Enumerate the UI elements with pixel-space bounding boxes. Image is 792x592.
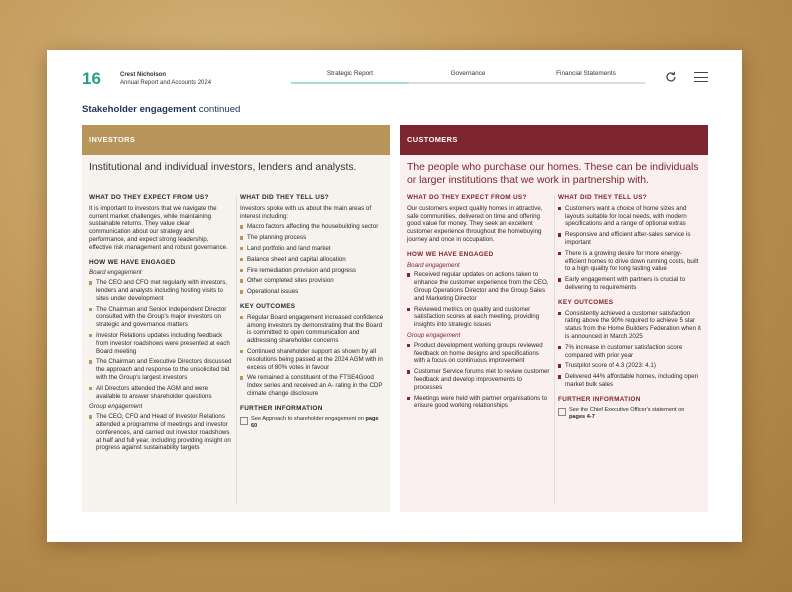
company-name: Crest Nicholson: [120, 72, 167, 78]
list-item: The Chairman and Executive Directors discussed the approach and response to the unsolicited bid with the Group's largest investors: [89, 358, 232, 381]
list-item: Regular Board engagement increased confidence among investors by demonstrating that the Board is committed to open communication and addressing shareholder concerns: [240, 314, 384, 345]
list-item: Reviewed metrics on quality and customer satisfaction scores at each meeting, providing insights into strategic issues: [407, 306, 550, 329]
column-divider: [554, 195, 555, 505]
list-item: Operational issues: [240, 288, 384, 296]
further-info-link[interactable]: See Approach to shareholder engagement on page 60: [240, 416, 384, 430]
heading-further: FURTHER INFORMATION: [558, 395, 641, 403]
document-icon: [558, 408, 566, 416]
heading-expect: WHAT DO THEY EXPECT FROM US?: [89, 194, 209, 201]
list-item: Land portfolio and land market: [240, 245, 384, 253]
list-item: The CEO and CFO met regularly with investors, lenders and analysts including hosting visits to sites under development: [89, 279, 232, 302]
tell-list: [240, 223, 384, 296]
list-item: Meetings were held with partner organisations to ensure good working relationships: [407, 395, 550, 411]
list-item: Delivered 44% affordable homes, including open market bulk sales: [558, 373, 702, 389]
list-item: 7% increase in customer satisfaction score compared with prior year: [558, 344, 702, 360]
list-item: All Directors attended the AGM and were available to answer shareholder questions: [89, 385, 232, 401]
page-number: 16: [82, 69, 101, 88]
list-item: Early engagement with partners is crucial to delivering to requirements: [558, 276, 702, 292]
group-list: [407, 342, 550, 410]
heading-tell: WHAT DID THEY TELL US?: [240, 194, 329, 201]
investors-col-left: [89, 194, 232, 455]
nav-financial-statements[interactable]: Financial Statements: [527, 70, 645, 84]
expect-text: It is important to investors that we navigate the current market challenges, while maintaining sustainable returns. They value clear communication about our strategy and performance, and expect strong leadership, effective risk management and robust governance.: [89, 204, 228, 251]
heading-engaged: HOW WE HAVE ENGAGED: [407, 250, 494, 258]
list-item: Product development working groups reviewed feedback on home designs and specifications with a focus on continuous improvement: [407, 342, 550, 365]
outcomes-list: [240, 314, 384, 398]
list-item: Investor Relations updates including feedback from investor roadshows were presented at each Board meeting: [89, 332, 232, 355]
company-block: [120, 71, 211, 87]
list-item: Fire remediation provision and progress: [240, 267, 384, 275]
board-list: [89, 279, 232, 400]
page-header: [47, 50, 742, 90]
list-item: Trustpilot score of 4.3 (2023: 4.1): [558, 362, 702, 370]
customers-col-left: [407, 194, 550, 413]
board-engagement-label: Board engagement: [89, 269, 142, 277]
board-list: [407, 271, 550, 329]
section-title: Stakeholder engagement continued: [82, 104, 241, 115]
heading-tell: WHAT DID THEY TELL US?: [558, 194, 647, 201]
nav-strategic-report[interactable]: Strategic Report: [291, 70, 409, 84]
heading-further: FURTHER INFORMATION: [240, 404, 323, 412]
investors-col-right: [240, 194, 384, 430]
heading-expect: WHAT DO THEY EXPECT FROM US?: [407, 194, 527, 201]
heading-outcomes: KEY OUTCOMES: [240, 302, 296, 310]
heading-outcomes: KEY OUTCOMES: [558, 298, 614, 306]
list-item: Responsive and efficient after-sales service is important: [558, 231, 702, 247]
list-item: The Chairman and Senior Independent Director consulted with the Group's major investors on strategic and governance matters: [89, 306, 232, 329]
menu-icon[interactable]: [694, 72, 708, 83]
heading-engaged: HOW WE HAVE ENGAGED: [89, 258, 176, 266]
investors-lead: Institutional and individual investors, lenders and analysts.: [89, 162, 357, 173]
group-list: [89, 413, 232, 452]
customers-col-right: [558, 194, 702, 421]
tell-list: [558, 205, 702, 292]
column-divider: [236, 195, 237, 505]
refresh-icon[interactable]: [664, 70, 678, 84]
list-item: Balance sheet and capital allocation: [240, 256, 384, 264]
tell-text: Investors spoke with us about the main areas of interest including:: [240, 204, 372, 220]
board-engagement-label: Board engagement: [407, 261, 460, 269]
expect-text: Our customers expect quality homes in attractive, safe communities, delivered on time and offering good value for money. They seek an excellent customer experience throughout the homebuying journey and once in occupation.: [407, 204, 543, 243]
list-item: Other completed sites provision: [240, 277, 384, 285]
list-item: The CEO, CFO and Head of Investor Relations attended a programme of meetings and investor conferences, and carried out investor roadshows at half and full year, including providing insight on progress against sustainability targets: [89, 413, 232, 452]
outcomes-list: [558, 310, 702, 389]
further-info-link[interactable]: See the Chief Executive Officer's statement on pages 4-7: [558, 407, 702, 421]
nav-governance[interactable]: Governance: [409, 70, 527, 84]
list-item: Received regular updates on actions taken to enhance the customer experience from the CEO, Group Operations Director and the Group Sales and Marketing Director: [407, 271, 550, 302]
report-page: [47, 50, 742, 542]
customers-heading: CUSTOMERS: [400, 125, 708, 155]
list-item: Consistently achieved a customer satisfaction rating above the 90% required to achieve 5 star status from the Home Builders Federation when it is announced in March 2025: [558, 310, 702, 341]
list-item: We remained a constituent of the FTSE4Good Index series and received an A- rating in the CDP climate change disclosure: [240, 374, 384, 397]
list-item: The planning process: [240, 234, 384, 242]
customers-panel: [400, 125, 708, 512]
list-item: Macro factors affecting the housebuilding sector: [240, 223, 384, 231]
document-icon: [240, 417, 248, 425]
list-item: Continued shareholder support as shown by all resolutions being passed at the 2024 AGM with in excess of 80% votes in favour: [240, 348, 384, 371]
investors-panel: [82, 125, 390, 512]
list-item: Customers want a choice of home sizes and layouts suitable for local needs, with modern specifications and a range of optional extras: [558, 205, 702, 228]
investors-heading: INVESTORS: [82, 125, 390, 155]
list-item: Customer Service forums met to review customer feedback and develop improvements to processes: [407, 368, 550, 391]
customers-lead: The people who purchase our homes. These can be individuals or larger institutions that we work in partnership with.: [407, 162, 699, 186]
report-name: Annual Report and Accounts 2024: [120, 80, 212, 86]
group-engagement-label: Group engagement: [89, 403, 143, 411]
group-engagement-label: Group engagement: [407, 331, 461, 339]
list-item: There is a growing desire for more energy-efficient homes to drive down running costs, built to a high quality for long lasting value: [558, 250, 702, 273]
